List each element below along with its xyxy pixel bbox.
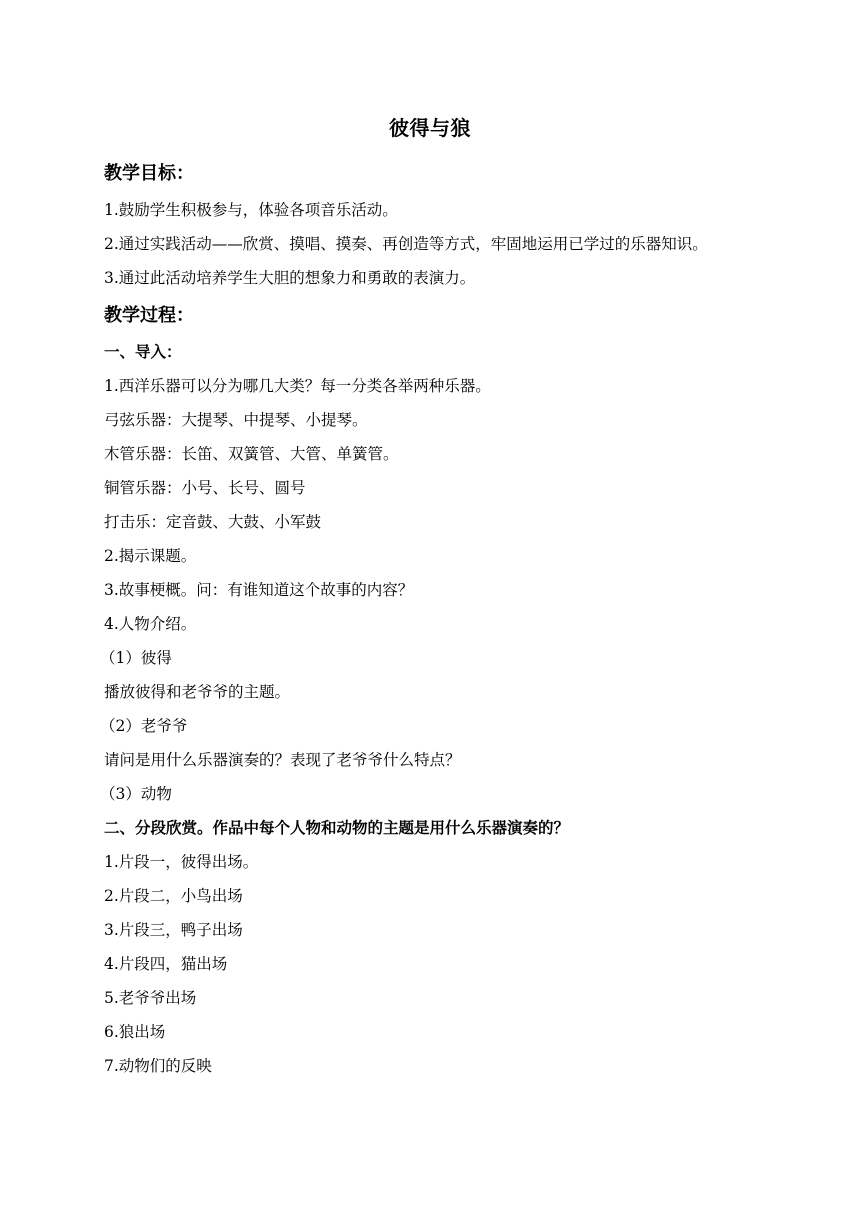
process-heading: 教学过程： [104, 305, 194, 326]
part1-line-7: 3.故事梗概。问：有谁知道这个故事的内容？ [104, 581, 414, 599]
part1-line-4: 铜管乐器：小号、长号、圆号 [104, 479, 306, 497]
part1-line-6: 2.揭示课题。 [104, 547, 197, 565]
objectives-heading: 教学目标： [104, 163, 194, 184]
part2-line-7: 7.动物们的反映 [104, 1057, 212, 1075]
objective-item-2: 2.通过实践活动——欣赏、摸唱、摸奏、再创造等方式，牢固地运用已学过的乐器知识。 [104, 235, 708, 253]
document-body [100, 162, 784, 1077]
document-title: 彼得与狼 [389, 116, 471, 140]
part1-line-1: 1.西洋乐器可以分为哪几大类？每一分类各举两种乐器。 [104, 377, 491, 395]
part1-line-3: 木管乐器：长笛、双簧管、大管、单簧管。 [104, 445, 399, 463]
part2-heading: 二、分段欣赏。作品中每个人物和动物的主题是用什么乐器演奏的？ [104, 819, 570, 837]
part1-line-9: （1）彼得 [100, 649, 172, 667]
part2-line-1: 1.片段一，彼得出场。 [104, 853, 259, 871]
part1-line-5: 打击乐：定音鼓、大鼓、小军鼓 [104, 513, 322, 531]
objective-item-3: 3.通过此活动培养学生大胆的想象力和勇敢的表演力。 [104, 269, 476, 287]
objective-item-1: 1.鼓励学生积极参与，体验各项音乐活动。 [104, 201, 398, 219]
part1-line-11: （2）老爷爷 [100, 717, 188, 735]
part1-line-12: 请问是用什么乐器演奏的？表现了老爷爷什么特点？ [104, 751, 461, 769]
part1-line-10: 播放彼得和老爷爷的主题。 [104, 683, 291, 701]
part1-line-2: 弓弦乐器：大提琴、中提琴、小提琴。 [104, 411, 368, 429]
part2-line-5: 5.老爷爷出场 [104, 989, 197, 1007]
part1-heading: 一、导入： [104, 343, 182, 361]
part1-line-8: 4.人物介绍。 [104, 615, 197, 633]
part2-line-6: 6.狼出场 [104, 1023, 166, 1041]
part2-line-4: 4.片段四，猫出场 [104, 955, 228, 973]
part2-line-3: 3.片段三，鸭子出场 [104, 921, 243, 939]
part1-line-13: （3）动物 [100, 785, 172, 803]
part2-line-2: 2.片段二，小鸟出场 [104, 887, 243, 905]
